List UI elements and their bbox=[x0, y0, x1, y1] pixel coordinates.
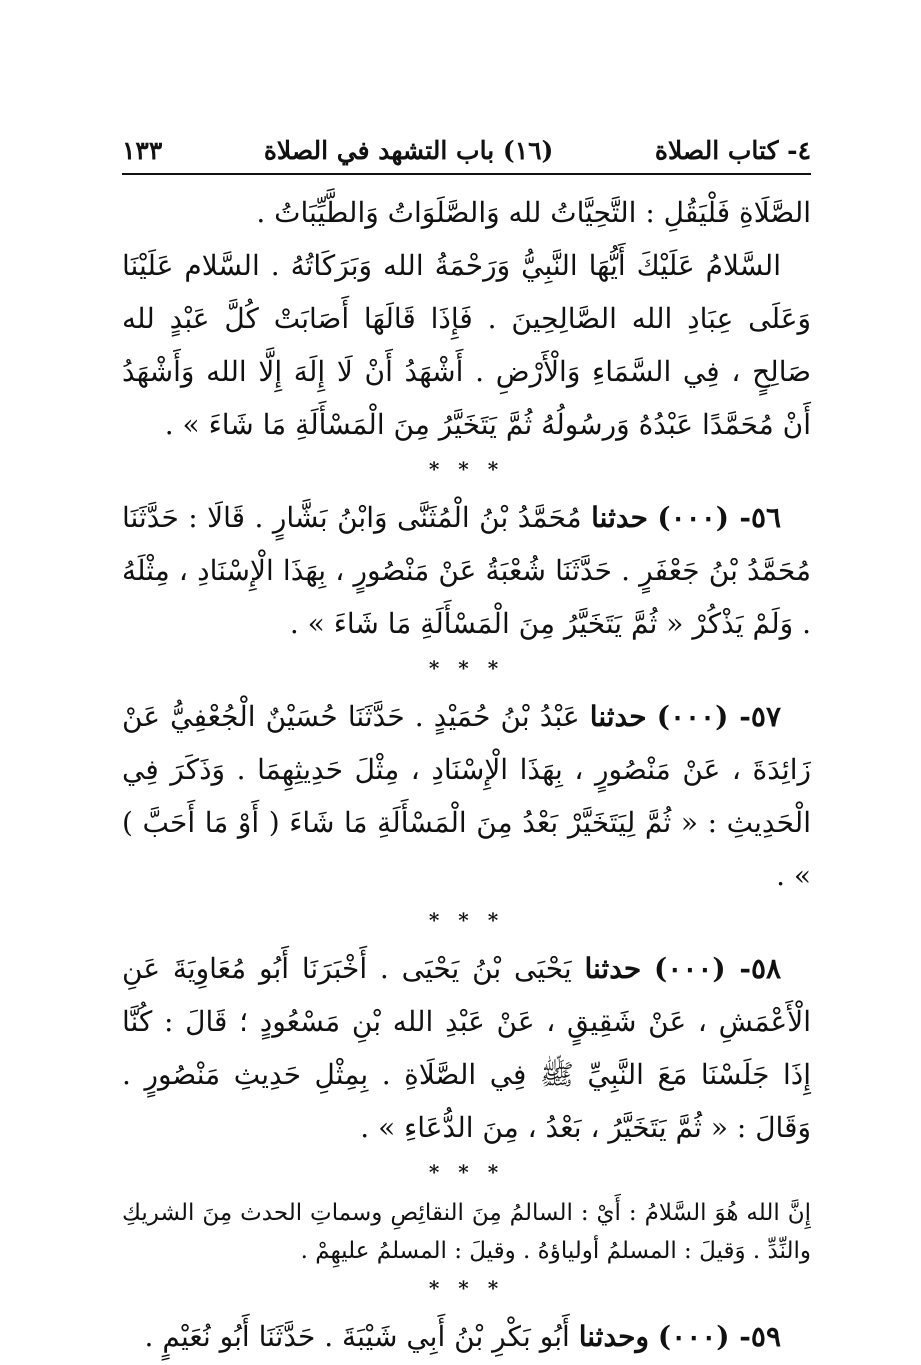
hadith-number: ٥٧- (٠٠٠) bbox=[656, 700, 781, 733]
section-divider: * * * bbox=[428, 1276, 505, 1300]
header-rule bbox=[122, 173, 811, 175]
hadith-keyword: حدثنا bbox=[591, 501, 648, 534]
section-divider: * * * bbox=[428, 908, 505, 932]
page-number: ١٣٣ bbox=[122, 135, 163, 165]
hadith-number: ٥٩- (٠٠٠) bbox=[657, 1320, 781, 1353]
hadith-58 bbox=[122, 942, 811, 1154]
section-divider: * * * bbox=[428, 457, 505, 481]
hadith-number: ٥٦- (٠٠٠) bbox=[657, 501, 782, 534]
hadith-keyword: حدثنا bbox=[589, 700, 647, 733]
hadith-number: ٥٨- (٠٠٠) bbox=[654, 952, 782, 985]
hadith-keyword: حدثنا bbox=[584, 952, 642, 985]
hadith-text: مُحَمَّدُ بْنُ الْمُثَنَّى وَابْنُ بَشَّارٍ . قَالَا : حَدَّثَنَا مُحَمَّدُ بْنُ جَعْفَرٍ . حَدَّثَنَا شُعْبَةُ عَنْ مَنْصُورٍ ، بِهَذَا الْإِسْنَادِ ، مِثْلَهُ . وَلَمْ يَذْكُرْ « ثُمَّ يَتَخَيَّرُ مِنَ الْمَسْأَلَةِ مَا شَاءَ » . bbox=[122, 501, 811, 640]
section-divider: * * * bbox=[428, 656, 505, 680]
text-paragraph: السَّلامُ عَلَيْكَ أَيُّهَا النَّبِيُّ وَرَحْمَةُ الله وَبَرَكَاتُهُ . السَّلام عَلَيْنَا وَعَلَى عِبَادِ الله الصَّالِحِينَ . فَإِذَا قَالَهَا أَصَابَتْ كُلَّ عَبْدٍ لله صَالِحٍ ، فِي السَّمَاءِ وَالْأَرْضِ . أَشْهَدُ أَنْ لَا إِلَهَ إِلَّا الله وَأَشْهَدُ أَنْ مُحَمَّدًا عَبْدُهُ وَرسُولُهُ ثُمَّ يَتَخَيَّرُ مِنَ الْمَسْأَلَةِ مَا شَاءَ » . bbox=[122, 249, 811, 441]
hadith-text: أَبُو بَكْرِ بْنُ أَبِي شَيْبَةَ . حَدَّثَنَا أَبُو نُعَيْمٍ . bbox=[144, 1320, 570, 1353]
hadith-text: عَبْدُ بْنُ حُمَيْدٍ . حَدَّثَنَا حُسَيْنٌ الْجُعْفِيُّ عَنْ زَائِدَةَ ، عَنْ مَنْصُورٍ ، بِهَذَا الْإِسْنَادِ ، مِثْلَ حَدِيثِهِمَا . وَذَكَرَ فِي الْحَدِيثِ : « ثُمَّ لِيَتَخَيَّرْ بَعْدُ مِنَ الْمَسْأَلَةِ مَا شَاءَ ( أَوْ مَا أَحَبَّ ) » . bbox=[122, 700, 811, 892]
explanatory-note: إِنَّ الله هُوَ السَّلامُ : أَيْ : السالمُ مِنَ النقائِصِ وسماتِ الحدث مِنَ الشريكِ والنِّدِّ . وَقيلَ : المسلمُ أولياؤهُ . وقيلَ : المسلمُ عليهِمْ . bbox=[122, 1200, 811, 1264]
hadith-56 bbox=[122, 491, 811, 650]
section-divider: * * * bbox=[428, 1160, 505, 1184]
hadith-57 bbox=[122, 690, 811, 902]
hadith-keyword: وحدثنا bbox=[578, 1320, 650, 1353]
text-continuation: الصَّلَاةِ فَلْيَقُلِ : التَّحِيَّاتُ لله وَالصَّلَوَاتُ وَالطَّيِّبَاتُ . bbox=[256, 196, 811, 229]
hadith-59 bbox=[122, 1310, 811, 1363]
chapter-title: ٤- كتاب الصلاة bbox=[654, 135, 811, 165]
running-header bbox=[122, 128, 811, 172]
page-body bbox=[122, 186, 811, 1363]
section-title: (١٦) باب التشهد في الصلاة bbox=[263, 135, 554, 165]
hadith-text: يَحْيَى بْنُ يَحْيَى . أَخْبَرَنَا أَبُو مُعَاوِيَةَ عَنِ الْأَعْمَشِ ، عَنْ شَقِيقٍ ، عَنْ عَبْدِ الله بْنِ مَسْعُودٍ ؛ قَالَ : كُنَّا إِذَا جَلَسْنَا مَعَ النَّبِيِّ ﷺ فِي الصَّلَاةِ . بِمِثْلِ حَدِيثِ مَنْصُورٍ . وَقَالَ : « ثُمَّ يَتَخَيَّرُ ، بَعْدُ ، مِنَ الدُّعَاءِ » . bbox=[122, 952, 811, 1144]
